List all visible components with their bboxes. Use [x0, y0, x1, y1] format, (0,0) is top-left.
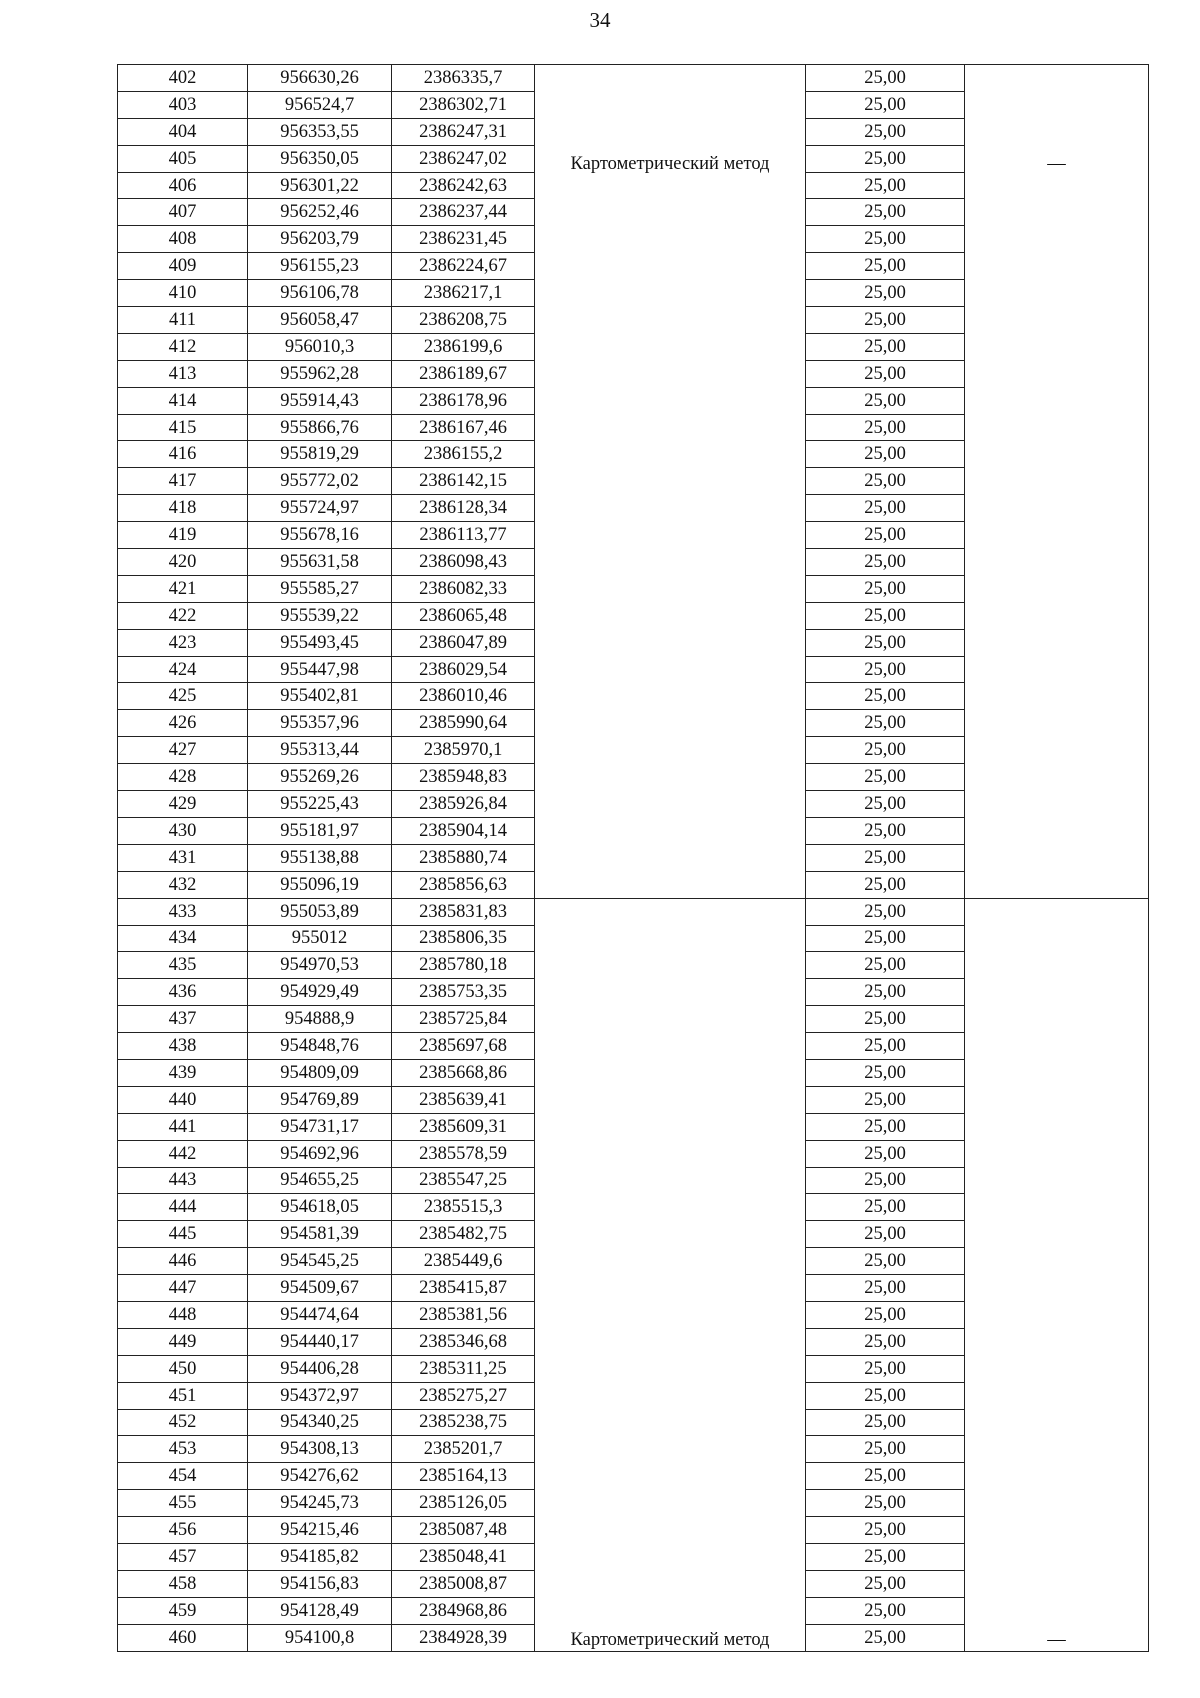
- x-coordinate-cell: 954185,82: [248, 1543, 392, 1570]
- x-coordinate-cell: 955181,97: [248, 817, 392, 844]
- y-coordinate-cell: 2386047,89: [392, 629, 535, 656]
- point-number-cell: 423: [118, 629, 248, 656]
- precision-cell: 25,00: [806, 710, 965, 737]
- point-number-cell: 458: [118, 1570, 248, 1597]
- page-number: 34: [589, 8, 611, 32]
- point-number-cell: 404: [118, 118, 248, 145]
- x-coordinate-cell: 954308,13: [248, 1436, 392, 1463]
- method-label: Картометрический метод: [570, 1629, 770, 1650]
- x-coordinate-cell: 955724,97: [248, 495, 392, 522]
- precision-cell: 25,00: [806, 1436, 965, 1463]
- y-coordinate-cell: 2385880,74: [392, 844, 535, 871]
- x-coordinate-cell: 956155,23: [248, 253, 392, 280]
- y-coordinate-cell: 2386155,2: [392, 441, 535, 468]
- precision-cell: 25,00: [806, 360, 965, 387]
- x-coordinate-cell: 954929,49: [248, 979, 392, 1006]
- x-coordinate-cell: 955357,96: [248, 710, 392, 737]
- y-coordinate-cell: 2385806,35: [392, 925, 535, 952]
- precision-cell: 25,00: [806, 226, 965, 253]
- x-coordinate-cell: 954970,53: [248, 952, 392, 979]
- x-coordinate-cell: 956350,05: [248, 145, 392, 172]
- x-coordinate-cell: 954215,46: [248, 1517, 392, 1544]
- point-number-cell: 405: [118, 145, 248, 172]
- y-coordinate-cell: 2385346,68: [392, 1328, 535, 1355]
- x-coordinate-cell: 955096,19: [248, 871, 392, 898]
- precision-cell: 25,00: [806, 172, 965, 199]
- x-coordinate-cell: 954888,9: [248, 1006, 392, 1033]
- x-coordinate-cell: 954440,17: [248, 1328, 392, 1355]
- method-cell: [535, 898, 806, 1651]
- x-coordinate-cell: 954655,25: [248, 1167, 392, 1194]
- x-coordinate-cell: 955631,58: [248, 549, 392, 576]
- precision-cell: 25,00: [806, 333, 965, 360]
- precision-cell: 25,00: [806, 1624, 965, 1651]
- y-coordinate-cell: 2386178,96: [392, 387, 535, 414]
- y-coordinate-cell: 2385238,75: [392, 1409, 535, 1436]
- y-coordinate-cell: 2385856,63: [392, 871, 535, 898]
- point-number-cell: 460: [118, 1624, 248, 1651]
- y-coordinate-cell: 2385639,41: [392, 1086, 535, 1113]
- precision-cell: 25,00: [806, 602, 965, 629]
- point-number-cell: 407: [118, 199, 248, 226]
- precision-cell: 25,00: [806, 1409, 965, 1436]
- point-number-cell: 420: [118, 549, 248, 576]
- point-number-cell: 415: [118, 414, 248, 441]
- y-coordinate-cell: 2386302,71: [392, 91, 535, 118]
- y-coordinate-cell: 2386010,46: [392, 683, 535, 710]
- point-number-cell: 426: [118, 710, 248, 737]
- y-coordinate-cell: 2385275,27: [392, 1382, 535, 1409]
- method-cell: [535, 65, 806, 899]
- precision-cell: 25,00: [806, 522, 965, 549]
- point-number-cell: 459: [118, 1597, 248, 1624]
- x-coordinate-cell: 954545,25: [248, 1248, 392, 1275]
- x-coordinate-cell: 956353,55: [248, 118, 392, 145]
- y-coordinate-cell: 2385415,87: [392, 1275, 535, 1302]
- x-coordinate-cell: 956524,7: [248, 91, 392, 118]
- point-number-cell: 414: [118, 387, 248, 414]
- precision-cell: 25,00: [806, 791, 965, 818]
- x-coordinate-cell: 955678,16: [248, 522, 392, 549]
- y-coordinate-cell: 2384928,39: [392, 1624, 535, 1651]
- point-number-cell: 424: [118, 656, 248, 683]
- point-number-cell: 436: [118, 979, 248, 1006]
- x-coordinate-cell: 954372,97: [248, 1382, 392, 1409]
- precision-cell: 25,00: [806, 1570, 965, 1597]
- point-number-cell: 416: [118, 441, 248, 468]
- y-coordinate-cell: 2385753,35: [392, 979, 535, 1006]
- x-coordinate-cell: 956630,26: [248, 65, 392, 92]
- precision-cell: 25,00: [806, 414, 965, 441]
- precision-cell: 25,00: [806, 199, 965, 226]
- point-number-cell: 434: [118, 925, 248, 952]
- x-coordinate-cell: 955493,45: [248, 629, 392, 656]
- precision-cell: 25,00: [806, 1221, 965, 1248]
- x-coordinate-cell: 955053,89: [248, 898, 392, 925]
- point-number-cell: 440: [118, 1086, 248, 1113]
- table-row: [118, 898, 1149, 925]
- precision-cell: 25,00: [806, 871, 965, 898]
- point-number-cell: 453: [118, 1436, 248, 1463]
- y-coordinate-cell: 2385970,1: [392, 737, 535, 764]
- precision-cell: 25,00: [806, 1006, 965, 1033]
- point-number-cell: 402: [118, 65, 248, 92]
- y-coordinate-cell: 2386231,45: [392, 226, 535, 253]
- point-number-cell: 403: [118, 91, 248, 118]
- method-label: Картометрический метод: [570, 154, 770, 174]
- x-coordinate-cell: 954245,73: [248, 1490, 392, 1517]
- x-coordinate-cell: 954128,49: [248, 1597, 392, 1624]
- point-number-cell: 419: [118, 522, 248, 549]
- precision-cell: 25,00: [806, 629, 965, 656]
- y-coordinate-cell: 2385904,14: [392, 817, 535, 844]
- precision-cell: 25,00: [806, 1275, 965, 1302]
- y-coordinate-cell: 2385126,05: [392, 1490, 535, 1517]
- point-number-cell: 418: [118, 495, 248, 522]
- point-number-cell: 410: [118, 280, 248, 307]
- y-coordinate-cell: 2385831,83: [392, 898, 535, 925]
- precision-cell: 25,00: [806, 495, 965, 522]
- y-coordinate-cell: 2386082,33: [392, 575, 535, 602]
- point-number-cell: 450: [118, 1355, 248, 1382]
- x-coordinate-cell: 954509,67: [248, 1275, 392, 1302]
- description-cell: [965, 898, 1149, 1651]
- y-coordinate-cell: 2385311,25: [392, 1355, 535, 1382]
- point-number-cell: 449: [118, 1328, 248, 1355]
- x-coordinate-cell: 956252,46: [248, 199, 392, 226]
- x-coordinate-cell: 954340,25: [248, 1409, 392, 1436]
- y-coordinate-cell: 2385087,48: [392, 1517, 535, 1544]
- y-coordinate-cell: 2386065,48: [392, 602, 535, 629]
- point-number-cell: 448: [118, 1301, 248, 1328]
- x-coordinate-cell: 954809,09: [248, 1059, 392, 1086]
- precision-cell: 25,00: [806, 1301, 965, 1328]
- y-coordinate-cell: 2386098,43: [392, 549, 535, 576]
- description-dash: —: [1047, 1629, 1066, 1650]
- y-coordinate-cell: 2385547,25: [392, 1167, 535, 1194]
- x-coordinate-cell: 956010,3: [248, 333, 392, 360]
- precision-cell: 25,00: [806, 1194, 965, 1221]
- point-number-cell: 433: [118, 898, 248, 925]
- y-coordinate-cell: 2385449,6: [392, 1248, 535, 1275]
- point-number-cell: 457: [118, 1543, 248, 1570]
- precision-cell: 25,00: [806, 1059, 965, 1086]
- precision-cell: 25,00: [806, 1355, 965, 1382]
- point-number-cell: 428: [118, 764, 248, 791]
- table-row: [118, 65, 1149, 92]
- point-number-cell: 438: [118, 1033, 248, 1060]
- y-coordinate-cell: 2386242,63: [392, 172, 535, 199]
- point-number-cell: 444: [118, 1194, 248, 1221]
- precision-cell: 25,00: [806, 441, 965, 468]
- point-number-cell: 446: [118, 1248, 248, 1275]
- y-coordinate-cell: 2385482,75: [392, 1221, 535, 1248]
- point-number-cell: 447: [118, 1275, 248, 1302]
- precision-cell: 25,00: [806, 253, 965, 280]
- precision-cell: 25,00: [806, 118, 965, 145]
- x-coordinate-cell: 954156,83: [248, 1570, 392, 1597]
- point-number-cell: 456: [118, 1517, 248, 1544]
- x-coordinate-cell: 955402,81: [248, 683, 392, 710]
- precision-cell: 25,00: [806, 549, 965, 576]
- y-coordinate-cell: 2386029,54: [392, 656, 535, 683]
- point-number-cell: 455: [118, 1490, 248, 1517]
- x-coordinate-cell: 954692,96: [248, 1140, 392, 1167]
- y-coordinate-cell: 2385048,41: [392, 1543, 535, 1570]
- y-coordinate-cell: 2386113,77: [392, 522, 535, 549]
- y-coordinate-cell: 2386128,34: [392, 495, 535, 522]
- x-coordinate-cell: 955772,02: [248, 468, 392, 495]
- precision-cell: 25,00: [806, 280, 965, 307]
- x-coordinate-cell: 956106,78: [248, 280, 392, 307]
- x-coordinate-cell: 955447,98: [248, 656, 392, 683]
- x-coordinate-cell: 955914,43: [248, 387, 392, 414]
- y-coordinate-cell: 2386199,6: [392, 333, 535, 360]
- precision-cell: 25,00: [806, 307, 965, 334]
- x-coordinate-cell: 955269,26: [248, 764, 392, 791]
- precision-cell: 25,00: [806, 1543, 965, 1570]
- y-coordinate-cell: 2385926,84: [392, 791, 535, 818]
- x-coordinate-cell: 956203,79: [248, 226, 392, 253]
- precision-cell: 25,00: [806, 952, 965, 979]
- precision-cell: 25,00: [806, 1248, 965, 1275]
- point-number-cell: 431: [118, 844, 248, 871]
- point-number-cell: 427: [118, 737, 248, 764]
- point-number-cell: 439: [118, 1059, 248, 1086]
- x-coordinate-cell: 955962,28: [248, 360, 392, 387]
- point-number-cell: 445: [118, 1221, 248, 1248]
- x-coordinate-cell: 954100,8: [248, 1624, 392, 1651]
- x-coordinate-cell: 955225,43: [248, 791, 392, 818]
- precision-cell: 25,00: [806, 979, 965, 1006]
- y-coordinate-cell: 2384968,86: [392, 1597, 535, 1624]
- precision-cell: 25,00: [806, 1167, 965, 1194]
- precision-cell: 25,00: [806, 145, 965, 172]
- y-coordinate-cell: 2385515,3: [392, 1194, 535, 1221]
- y-coordinate-cell: 2385990,64: [392, 710, 535, 737]
- point-number-cell: 412: [118, 333, 248, 360]
- x-coordinate-cell: 954581,39: [248, 1221, 392, 1248]
- y-coordinate-cell: 2385725,84: [392, 1006, 535, 1033]
- x-coordinate-cell: 955539,22: [248, 602, 392, 629]
- x-coordinate-cell: 954474,64: [248, 1301, 392, 1328]
- point-number-cell: 425: [118, 683, 248, 710]
- precision-cell: 25,00: [806, 656, 965, 683]
- x-coordinate-cell: 955138,88: [248, 844, 392, 871]
- y-coordinate-cell: 2385948,83: [392, 764, 535, 791]
- point-number-cell: 441: [118, 1113, 248, 1140]
- precision-cell: 25,00: [806, 575, 965, 602]
- precision-cell: 25,00: [806, 1140, 965, 1167]
- precision-cell: 25,00: [806, 1490, 965, 1517]
- y-coordinate-cell: 2385609,31: [392, 1113, 535, 1140]
- precision-cell: 25,00: [806, 468, 965, 495]
- y-coordinate-cell: 2385697,68: [392, 1033, 535, 1060]
- precision-cell: 25,00: [806, 925, 965, 952]
- precision-cell: 25,00: [806, 1328, 965, 1355]
- precision-cell: 25,00: [806, 764, 965, 791]
- y-coordinate-cell: 2385008,87: [392, 1570, 535, 1597]
- precision-cell: 25,00: [806, 65, 965, 92]
- y-coordinate-cell: 2385668,86: [392, 1059, 535, 1086]
- y-coordinate-cell: 2385381,56: [392, 1301, 535, 1328]
- point-number-cell: 432: [118, 871, 248, 898]
- description-dash: —: [1047, 154, 1066, 174]
- point-number-cell: 413: [118, 360, 248, 387]
- point-number-cell: 421: [118, 575, 248, 602]
- precision-cell: 25,00: [806, 1113, 965, 1140]
- description-cell: [965, 65, 1149, 899]
- precision-cell: 25,00: [806, 844, 965, 871]
- precision-cell: 25,00: [806, 387, 965, 414]
- x-coordinate-cell: 954276,62: [248, 1463, 392, 1490]
- y-coordinate-cell: 2386247,31: [392, 118, 535, 145]
- point-number-cell: 437: [118, 1006, 248, 1033]
- x-coordinate-cell: 954618,05: [248, 1194, 392, 1221]
- y-coordinate-cell: 2386208,75: [392, 307, 535, 334]
- x-coordinate-cell: 954731,17: [248, 1113, 392, 1140]
- point-number-cell: 452: [118, 1409, 248, 1436]
- y-coordinate-cell: 2385780,18: [392, 952, 535, 979]
- y-coordinate-cell: 2386217,1: [392, 280, 535, 307]
- precision-cell: 25,00: [806, 1517, 965, 1544]
- point-number-cell: 411: [118, 307, 248, 334]
- precision-cell: 25,00: [806, 737, 965, 764]
- x-coordinate-cell: 955819,29: [248, 441, 392, 468]
- x-coordinate-cell: 956301,22: [248, 172, 392, 199]
- y-coordinate-cell: 2386224,67: [392, 253, 535, 280]
- precision-cell: 25,00: [806, 1033, 965, 1060]
- point-number-cell: 422: [118, 602, 248, 629]
- precision-cell: 25,00: [806, 817, 965, 844]
- point-number-cell: 408: [118, 226, 248, 253]
- y-coordinate-cell: 2385164,13: [392, 1463, 535, 1490]
- x-coordinate-cell: 954769,89: [248, 1086, 392, 1113]
- x-coordinate-cell: 955313,44: [248, 737, 392, 764]
- precision-cell: 25,00: [806, 91, 965, 118]
- y-coordinate-cell: 2386142,15: [392, 468, 535, 495]
- point-number-cell: 435: [118, 952, 248, 979]
- point-number-cell: 454: [118, 1463, 248, 1490]
- y-coordinate-cell: 2385578,59: [392, 1140, 535, 1167]
- y-coordinate-cell: 2386247,02: [392, 145, 535, 172]
- precision-cell: 25,00: [806, 898, 965, 925]
- y-coordinate-cell: 2386189,67: [392, 360, 535, 387]
- point-number-cell: 429: [118, 791, 248, 818]
- precision-cell: 25,00: [806, 1463, 965, 1490]
- y-coordinate-cell: 2386237,44: [392, 199, 535, 226]
- x-coordinate-cell: 954848,76: [248, 1033, 392, 1060]
- x-coordinate-cell: 955866,76: [248, 414, 392, 441]
- precision-cell: 25,00: [806, 683, 965, 710]
- coordinates-table-body: [118, 65, 1149, 1652]
- x-coordinate-cell: 956058,47: [248, 307, 392, 334]
- precision-cell: 25,00: [806, 1382, 965, 1409]
- point-number-cell: 442: [118, 1140, 248, 1167]
- coordinates-table: [117, 64, 1149, 1652]
- y-coordinate-cell: 2385201,7: [392, 1436, 535, 1463]
- point-number-cell: 406: [118, 172, 248, 199]
- point-number-cell: 443: [118, 1167, 248, 1194]
- x-coordinate-cell: 954406,28: [248, 1355, 392, 1382]
- y-coordinate-cell: 2386167,46: [392, 414, 535, 441]
- point-number-cell: 409: [118, 253, 248, 280]
- point-number-cell: 451: [118, 1382, 248, 1409]
- precision-cell: 25,00: [806, 1597, 965, 1624]
- x-coordinate-cell: 955585,27: [248, 575, 392, 602]
- point-number-cell: 417: [118, 468, 248, 495]
- precision-cell: 25,00: [806, 1086, 965, 1113]
- point-number-cell: 430: [118, 817, 248, 844]
- y-coordinate-cell: 2386335,7: [392, 65, 535, 92]
- x-coordinate-cell: 955012: [248, 925, 392, 952]
